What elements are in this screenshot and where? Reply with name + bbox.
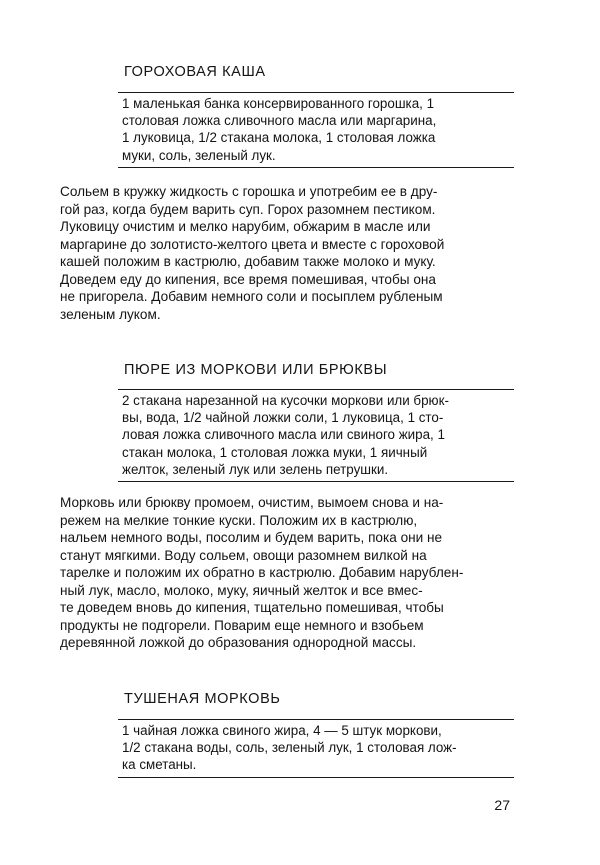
divider [118, 481, 514, 482]
ingredients-line: вы, вода, 1/2 чайной ложки соли, 1 луковица, 1 сто- [122, 410, 444, 426]
recipe-title: ТУШЕНАЯ МОРКОВЬ [124, 691, 281, 707]
divider [118, 167, 514, 168]
divider [118, 389, 514, 390]
ingredients-line: стакан молока, 1 столовая ложка муки, 1 яичный [122, 444, 428, 460]
method-line: маргарине до золотисто-желтого цвета и вместе с гороховой [60, 236, 445, 252]
method-line: деревянной ложкой до образования однородной массы. [60, 635, 417, 650]
divider [118, 92, 514, 93]
page-number: 27 [494, 797, 510, 813]
method-line: Луковицу очистим и мелко нарубим, обжарим в масле или [60, 219, 431, 234]
ingredients-line: желток, зеленый лук или зелень петрушки. [122, 461, 389, 477]
method-line: Сольем в кружку жидкость с горошка и употребим ее в дру- [60, 184, 438, 199]
ingredients-line: 1 луковица, 1/2 стакана молока, 1 столовая ложка [122, 130, 436, 146]
method-line: ный лук, масло, молоко, муку, яичный желток и все вмес- [60, 582, 423, 598]
method-line: тарелке и положим их обратно в кастрюлю. Добавим нарублен- [60, 565, 464, 580]
recipe-title: ПЮРЕ ИЗ МОРКОВИ ИЛИ БРЮКВЫ [124, 362, 388, 378]
ingredients-line: 2 стакана нарезанной на кусочки моркови или брюк- [122, 393, 449, 408]
ingredients-line: ка сметаны. [122, 757, 197, 773]
ingredients-line: муки, соль, зеленый лук. [122, 147, 276, 163]
method-line: станут мягкими. Воду сольем, овощи разомнем вилкой на [60, 547, 427, 563]
ingredients-block [118, 719, 514, 778]
method-line: Доведем еду до кипения, все время помешивая, чтобы она [60, 271, 436, 287]
method-line: те доведем вновь до кипения, тщательно помешивая, чтобы [60, 600, 444, 615]
method-line: гой раз, когда будем варить суп. Горох разомнем пестиком. [60, 201, 436, 217]
method-line: не пригорела. Добавим немного соли и посыплем рубленым [60, 289, 443, 304]
method-line: кашей положим в кастрюлю, добавим также молоко и муку. [60, 254, 436, 269]
method-text [60, 494, 518, 652]
ingredients-line: 1 чайная ложка свиного жира, 4 — 5 штук моркови, [122, 723, 442, 738]
method-line: Морковь или брюкву промоем, очистим, вымоем снова и на- [60, 495, 444, 510]
recipe-title: ГОРОХОВАЯ КАША [124, 64, 266, 80]
ingredients-block [118, 389, 514, 482]
method-line: режем на мелкие тонкие куски. Положим их в кастрюлю, [60, 512, 418, 528]
method-line: продукты не подгорели. Поварим еще немного и взобьем [60, 617, 424, 633]
ingredients-line: ловая ложка сливочного масла или свиного жира, 1 [122, 427, 445, 443]
ingredients-line: 1/2 стакана воды, соль, зеленый лук, 1 столовая лож- [122, 740, 457, 756]
method-text [60, 183, 518, 323]
divider [118, 777, 514, 778]
ingredients-block [118, 92, 514, 168]
ingredients-line: столовая ложка сливочного масла или маргарина, [122, 113, 437, 129]
method-line: зеленым луком. [60, 306, 161, 322]
ingredients-line: 1 маленькая банка консервированного горошка, 1 [122, 96, 435, 111]
divider [118, 719, 514, 720]
method-line: нальем немного воды, посолим и будем варить, пока они не [60, 530, 443, 545]
